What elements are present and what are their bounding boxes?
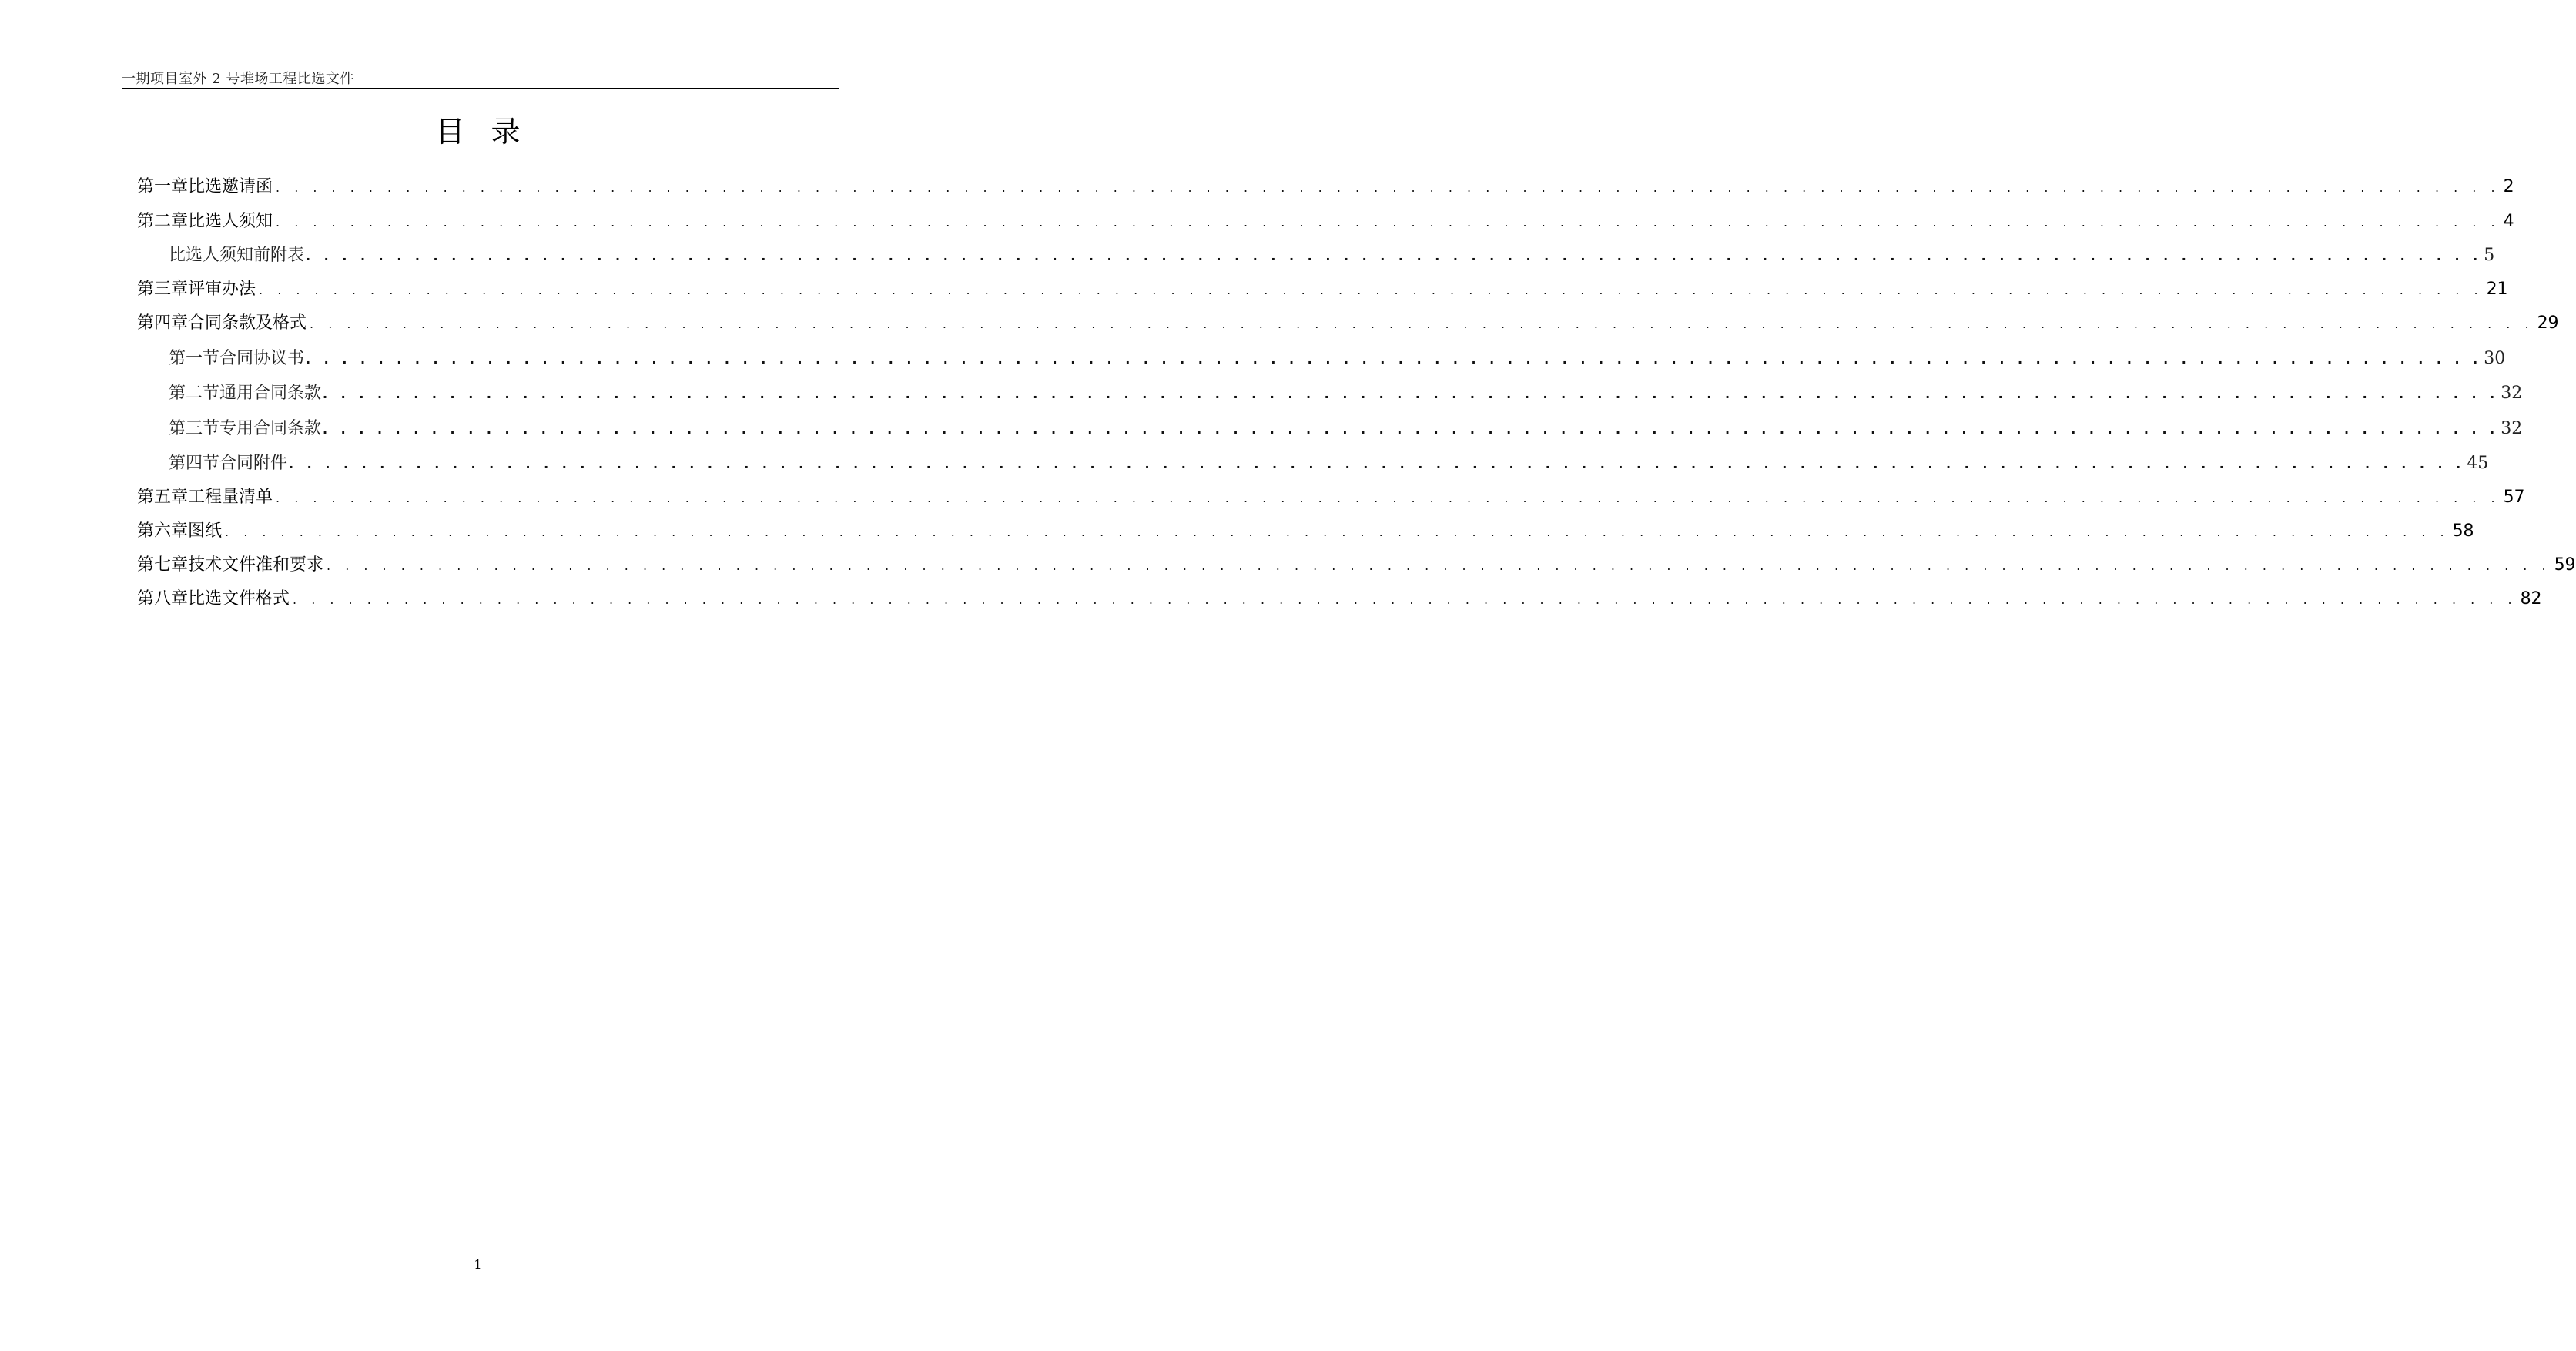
toc-entry[interactable]	[137, 311, 2559, 336]
toc-dot-leader: . . . . . . . . . . . . . . . . . . . . . . . . . . . . . . . . . . . . . . . . . . . . . . . . . . . . . . . . . . . . . . . . . . . . . . . . . . . . . . . . . . . . . . . . . . . . . . . . . . . . . . . . . . . . . . . . . . . . . . . .	[276, 180, 2501, 195]
page-number: 1	[474, 1257, 482, 1272]
toc-entry[interactable]	[169, 243, 2495, 268]
toc-entry-label: 第四章合同条款及格式	[137, 313, 307, 333]
toc-entry-label: 第八章比选文件格式	[137, 589, 290, 608]
toc-entry-page-number: 32	[2501, 384, 2523, 403]
toc-entry-page-number: 57	[2503, 488, 2525, 507]
toc-entry-label: 第一节合同协议书	[169, 349, 305, 368]
toc-entry-page-number: 58	[2452, 521, 2474, 541]
toc-dot-leader: . . . . . . . . . . . . . . . . . . . . . . . . . . . . . . . . . . . . . . . . . . . . . . . . . . . . . . . . . . . . . . . . . . . . . . . . . . . . . . . . . . . . . . . . . . . . . . . . . . . . . . . . . . . . . . . . . . . . . . . .	[225, 525, 2450, 539]
toc-entry-label: 第三章评审办法	[137, 280, 256, 299]
toc-entry-label: 第一章比选邀请函	[137, 177, 273, 196]
toc-entry[interactable]	[137, 519, 2474, 544]
toc-dot-leader: . . . . . . . . . . . . . . . . . . . . . . . . . . . . . . . . . . . . . . . . . . . . . . . . . . . . . . . . . . . . . . . . . . . . . . . . . . . . . . . . . . . . . . . . . . . . . . . . . . . . . . . . . . . . . . . . . . . . . . . .	[310, 317, 2534, 331]
toc-entry-page-number: 29	[2537, 313, 2559, 333]
toc-entry-label: 第三节专用合同条款	[169, 419, 322, 438]
toc-entry-page-number: 59	[2554, 555, 2576, 575]
toc-dot-leader: . . . . . . . . . . . . . . . . . . . . . . . . . . . . . . . . . . . . . . . . . . . . . . . . . . . . . . . . . . . . . . . . . . . . . . . . . . . . . . . . . . . . . . . . . . . . . . . . . . . . . . . . . . . . . . . . . . . . . . . .	[306, 352, 2483, 367]
toc-entry-label: 第二章比选人须知	[137, 212, 273, 231]
toc-entry-page-number: 5	[2484, 246, 2495, 265]
toc-entry[interactable]	[137, 485, 2525, 510]
toc-entry-page-number: 21	[2486, 280, 2508, 299]
toc-dot-leader: . . . . . . . . . . . . . . . . . . . . . . . . . . . . . . . . . . . . . . . . . . . . . . . . . . . . . . . . . . . . . . . . . . . . . . . . . . . . . . . . . . . . . . . . . . . . . . . . . . . . . . . . . . . . . . . . . . . . . . . .	[327, 558, 2551, 573]
toc-entry[interactable]	[137, 553, 2576, 578]
toc-dot-leader: . . . . . . . . . . . . . . . . . . . . . . . . . . . . . . . . . . . . . . . . . . . . . . . . . . . . . . . . . . . . . . . . . . . . . . . . . . . . . . . . . . . . . . . . . . . . . . . . . . . . . . . . . . . . . . . . . . . . . . . .	[306, 249, 2483, 263]
running-header: 一期项目室外 2 号堆场工程比选文件	[122, 71, 354, 87]
toc-entry-label: 比选人须知前附表	[169, 246, 305, 265]
toc-dot-leader: . . . . . . . . . . . . . . . . . . . . . . . . . . . . . . . . . . . . . . . . . . . . . . . . . . . . . . . . . . . . . . . . . . . . . . . . . . . . . . . . . . . . . . . . . . . . . . . . . . . . . . . . . . . . . . . . . . . . . . . .	[293, 592, 2517, 607]
toc-entry-label: 第二节通用合同条款	[169, 384, 322, 403]
toc-entry-page-number: 2	[2503, 177, 2514, 196]
toc-entry[interactable]	[137, 210, 2514, 234]
toc-entry-label: 第七章技术文件准和要求	[137, 555, 324, 575]
toc-entry[interactable]	[137, 277, 2508, 302]
toc-entry-page-number: 32	[2501, 419, 2523, 438]
toc-entry[interactable]	[169, 417, 2523, 441]
toc-entry[interactable]	[137, 175, 2514, 199]
toc-entry-page-number: 4	[2503, 212, 2514, 231]
toc-dot-leader: . . . . . . . . . . . . . . . . . . . . . . . . . . . . . . . . . . . . . . . . . . . . . . . . . . . . . . . . . . . . . . . . . . . . . . . . . . . . . . . . . . . . . . . . . . . . . . . . . . . . . . . . . . . . . . . . . . . . . . . .	[323, 422, 2500, 437]
toc-title: 目录	[435, 115, 547, 149]
toc-entry[interactable]	[169, 451, 2489, 476]
toc-entry-page-number: 82	[2520, 589, 2542, 608]
toc-dot-leader: . . . . . . . . . . . . . . . . . . . . . . . . . . . . . . . . . . . . . . . . . . . . . . . . . . . . . . . . . . . . . . . . . . . . . . . . . . . . . . . . . . . . . . . . . . . . . . . . . . . . . . . . . . . . . . . . . . . . . . . .	[276, 491, 2501, 505]
toc-entry-label: 第五章工程量清单	[137, 488, 273, 507]
toc-dot-leader: . . . . . . . . . . . . . . . . . . . . . . . . . . . . . . . . . . . . . . . . . . . . . . . . . . . . . . . . . . . . . . . . . . . . . . . . . . . . . . . . . . . . . . . . . . . . . . . . . . . . . . . . . . . . . . . . . . . . . . . .	[289, 457, 2466, 471]
toc-entry[interactable]	[137, 587, 2542, 612]
toc-entry-page-number: 30	[2484, 349, 2506, 368]
toc-entry[interactable]	[169, 347, 2506, 371]
toc-dot-leader: . . . . . . . . . . . . . . . . . . . . . . . . . . . . . . . . . . . . . . . . . . . . . . . . . . . . . . . . . . . . . . . . . . . . . . . . . . . . . . . . . . . . . . . . . . . . . . . . . . . . . . . . . . . . . . . . . . . . . . . .	[259, 283, 2484, 297]
toc-entry-page-number: 45	[2467, 454, 2489, 473]
toc-dot-leader: . . . . . . . . . . . . . . . . . . . . . . . . . . . . . . . . . . . . . . . . . . . . . . . . . . . . . . . . . . . . . . . . . . . . . . . . . . . . . . . . . . . . . . . . . . . . . . . . . . . . . . . . . . . . . . . . . . . . . . . .	[323, 387, 2500, 401]
toc-dot-leader: . . . . . . . . . . . . . . . . . . . . . . . . . . . . . . . . . . . . . . . . . . . . . . . . . . . . . . . . . . . . . . . . . . . . . . . . . . . . . . . . . . . . . . . . . . . . . . . . . . . . . . . . . . . . . . . . . . . . . . . .	[276, 215, 2501, 230]
toc-entry-label: 第六章图纸	[137, 521, 223, 541]
toc-entry-label: 第四节合同附件	[169, 454, 288, 473]
toc-entry[interactable]	[169, 381, 2523, 406]
